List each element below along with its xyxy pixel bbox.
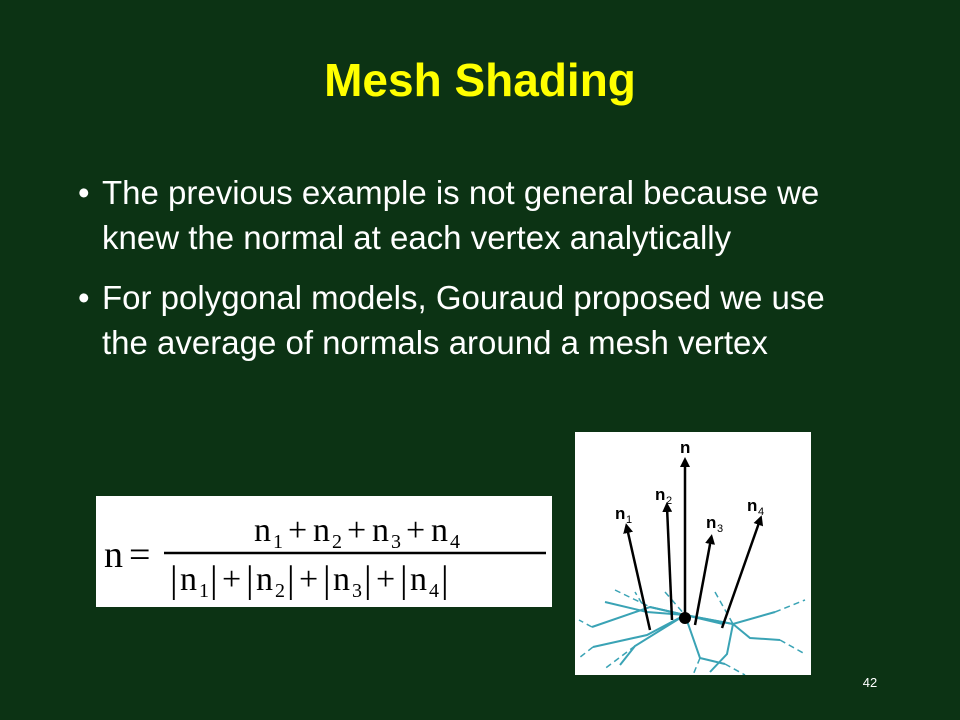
den-n1: n — [180, 561, 197, 598]
n1-label: n — [615, 504, 626, 523]
slide-number: 42 — [862, 675, 878, 690]
num-n1: n — [254, 512, 271, 549]
n2-label: n — [655, 485, 666, 504]
n4-arrow — [722, 520, 760, 628]
num-plus-1: + — [288, 512, 308, 549]
bullet-item — [78, 170, 878, 260]
num-plus-2: + — [347, 512, 367, 549]
n3-label: n — [706, 513, 717, 532]
bullet-text: The previous example is not general because we knew the normal at each vertex analytically — [102, 174, 820, 256]
num-n1-sub: 1 — [273, 531, 283, 553]
den-bar-2b: | — [287, 559, 295, 601]
bullet-icon: • — [78, 174, 90, 211]
den-n2: n — [256, 561, 273, 598]
num-n4: n — [431, 512, 448, 549]
den-bar-4b: | — [441, 559, 449, 601]
formula-equals: = — [129, 534, 151, 576]
den-bar-2a: | — [246, 559, 254, 601]
bullet-list — [78, 170, 878, 380]
mesh-normals-diagram — [575, 432, 811, 675]
num-n4-sub: 4 — [450, 531, 460, 553]
num-n3-sub: 3 — [391, 531, 401, 553]
den-n3-sub: 3 — [352, 580, 362, 602]
center-normal-label: n — [680, 438, 691, 457]
den-n2-sub: 2 — [275, 580, 285, 602]
mesh-vertex-dot — [679, 612, 691, 624]
num-n3: n — [372, 512, 389, 549]
bullet-text: For polygonal models, Gouraud proposed we use the average of normals around a mesh vertex — [102, 279, 825, 361]
formula-lhs: n — [104, 534, 123, 576]
den-n3: n — [333, 561, 350, 598]
den-n1-sub: 1 — [199, 580, 209, 602]
slide-title: Mesh Shading — [324, 54, 636, 106]
den-bar-1a: | — [170, 559, 178, 601]
den-bar-3b: | — [364, 559, 372, 601]
n3-label-sub: 3 — [717, 523, 724, 535]
n1-label-sub: 1 — [626, 514, 633, 526]
average-normal-formula — [96, 496, 552, 607]
n3-arrow — [695, 539, 711, 625]
den-bar-4a: | — [400, 559, 408, 601]
den-plus-1: + — [222, 561, 242, 598]
num-n2-sub: 2 — [332, 531, 342, 553]
n4-label-sub: 4 — [758, 506, 765, 518]
den-n4-sub: 4 — [429, 580, 439, 602]
n2-arrow — [667, 507, 672, 620]
den-bar-1b: | — [210, 559, 218, 601]
num-n2: n — [313, 512, 330, 549]
n4-label: n — [747, 496, 758, 515]
n2-label-sub: 2 — [666, 495, 673, 507]
bullet-icon: • — [78, 279, 90, 316]
den-n4: n — [410, 561, 427, 598]
den-plus-2: + — [299, 561, 319, 598]
num-plus-3: + — [406, 512, 426, 549]
den-bar-3a: | — [323, 559, 331, 601]
bullet-item — [78, 275, 878, 365]
den-plus-3: + — [376, 561, 396, 598]
